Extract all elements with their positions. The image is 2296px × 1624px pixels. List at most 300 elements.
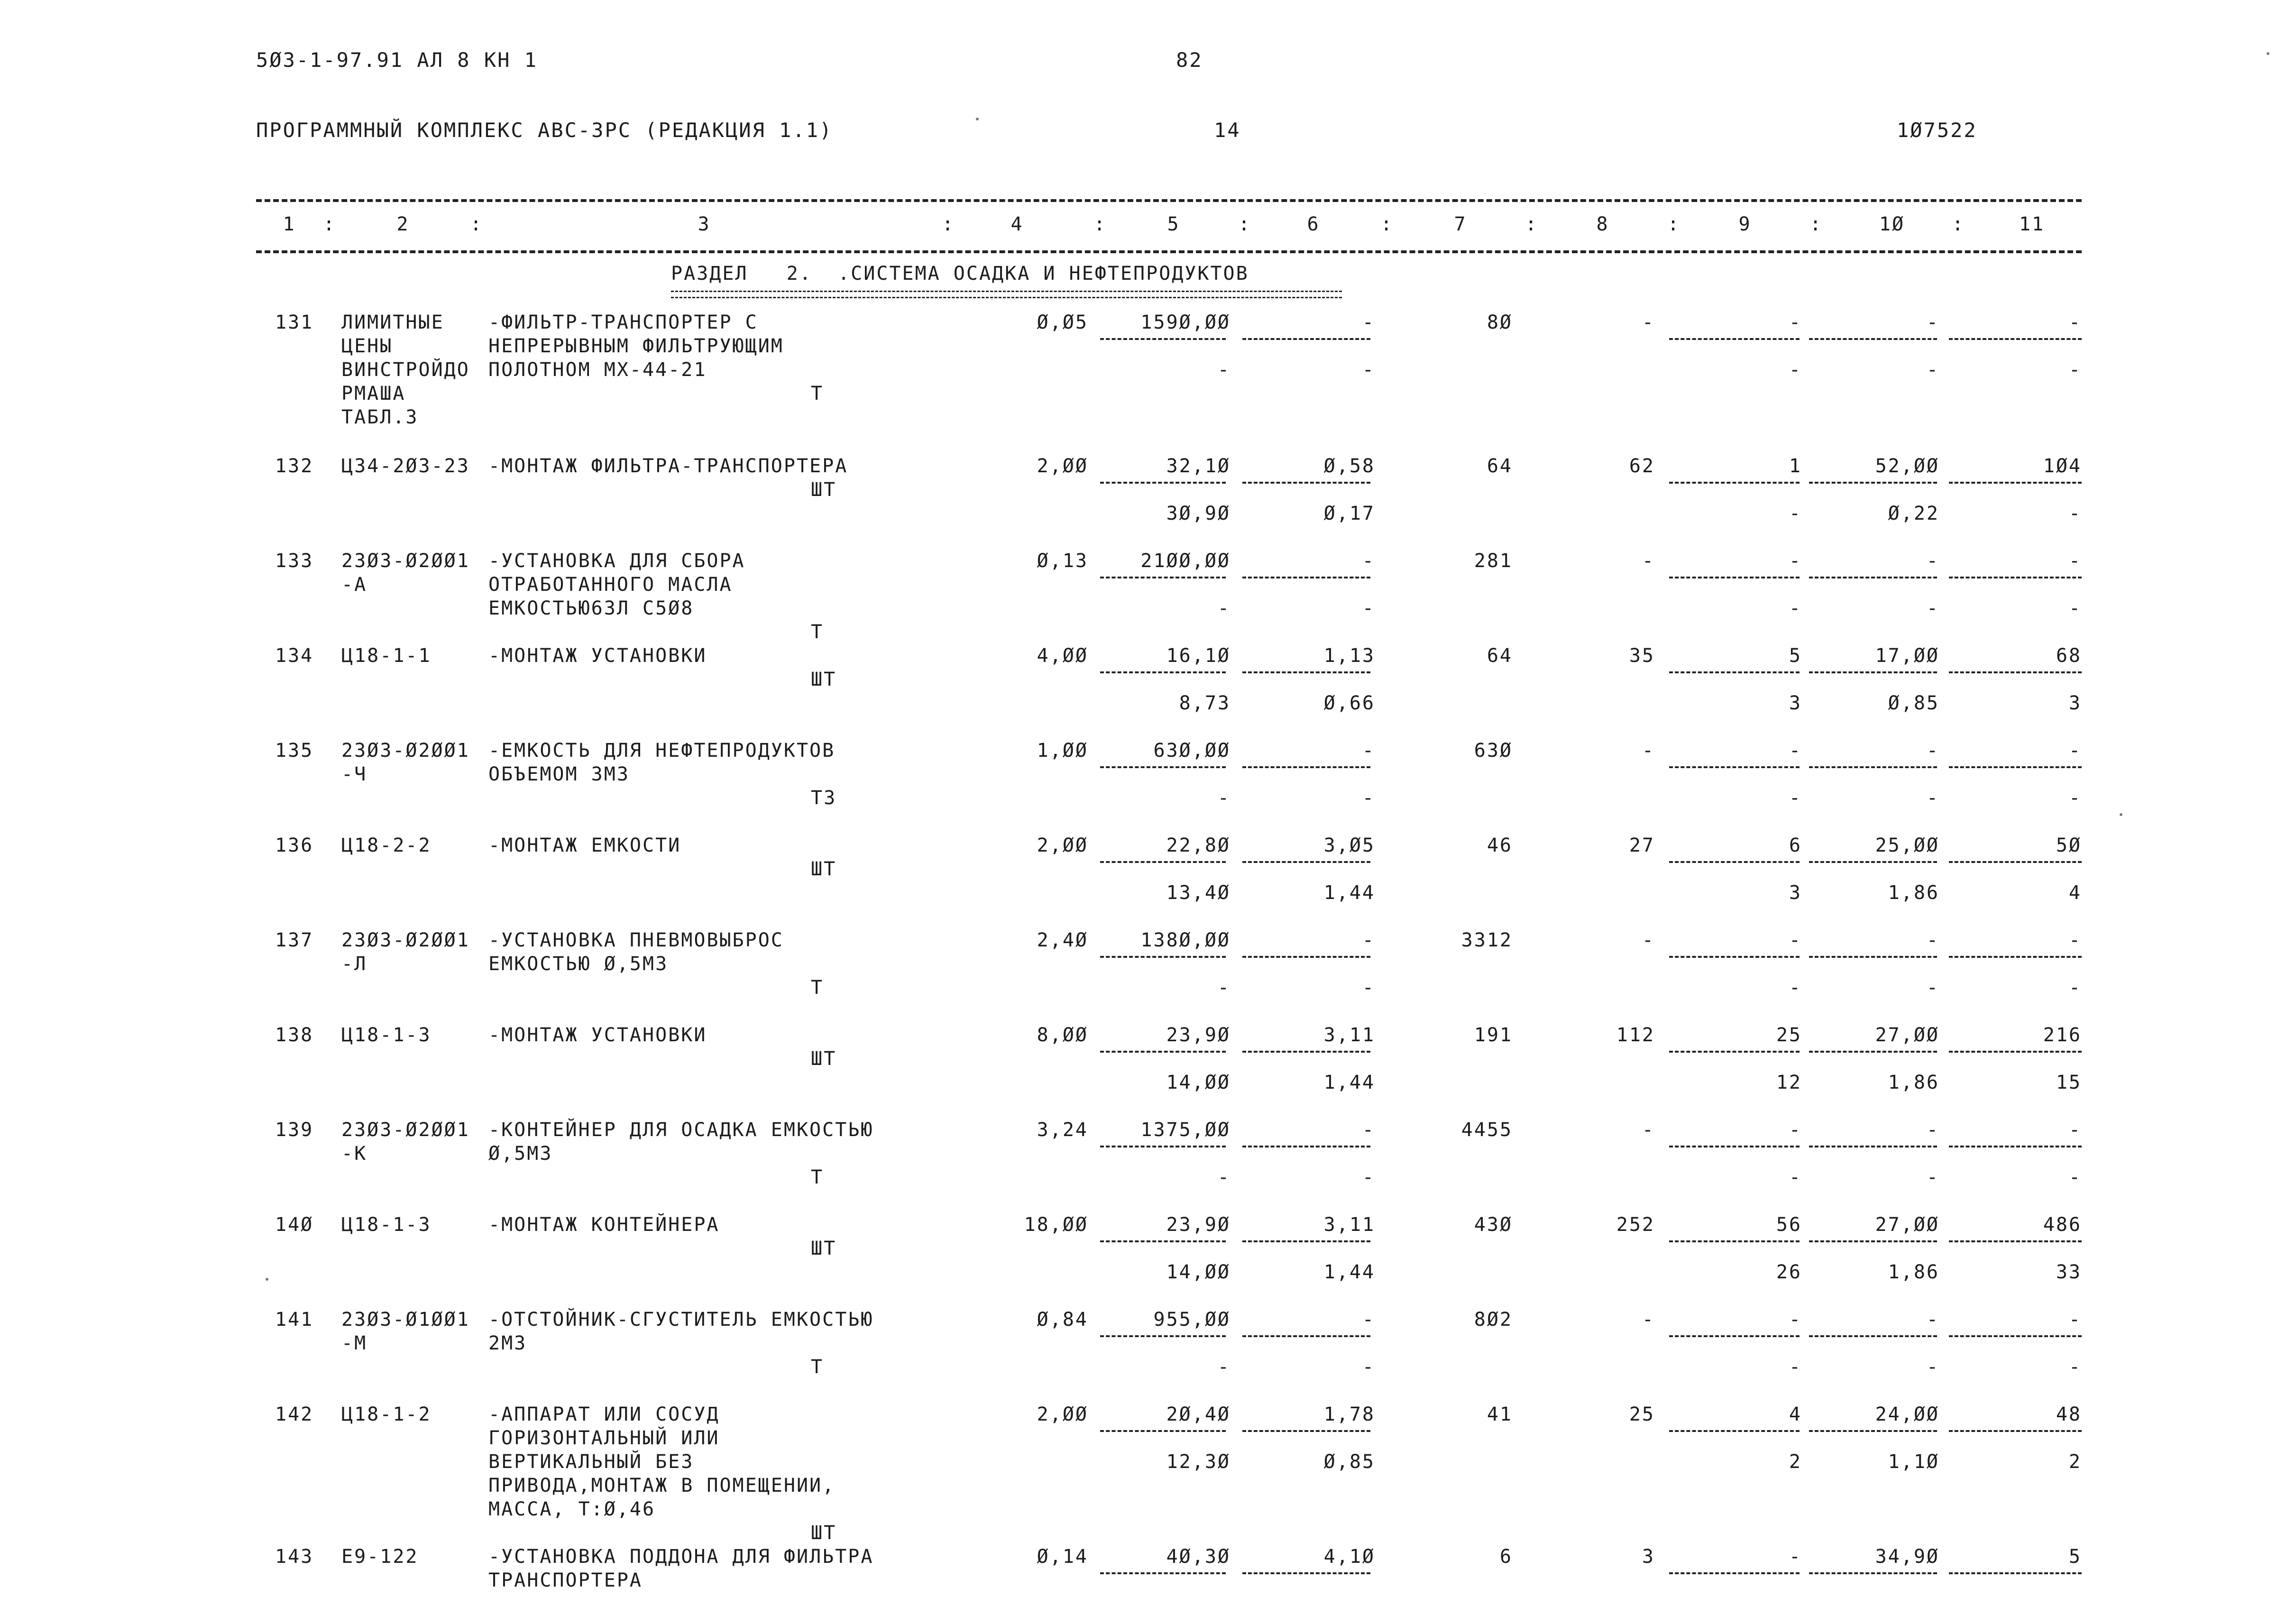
subtotal-rule: [1100, 766, 1226, 768]
column-number-1Ø: 1Ø: [1879, 213, 1905, 235]
unit-cost-cell: 63Ø,ØØ: [1153, 740, 1231, 762]
unit-cost-lower-cell: -: [1217, 359, 1231, 381]
row-number: 138: [275, 1024, 314, 1046]
total-wage-cell: -: [1642, 550, 1655, 572]
subtotal-rule: [1669, 338, 1800, 340]
work-description: ГОРИЗОНТАЛЬНЫЙ ИЛИ: [488, 1427, 720, 1449]
machines-cell: 6: [1789, 835, 1802, 856]
unit-cost-cell: 22,8Ø: [1166, 835, 1231, 856]
quantity-cell: Ø,84: [1037, 1309, 1088, 1330]
wage-lower-cell: 1,44: [1323, 882, 1375, 904]
subtotal-rule: [1242, 1335, 1370, 1337]
price-code: Ц18-1-2: [341, 1404, 432, 1425]
work-description: ЕМКОСТЬЮ63Л С5Ø8: [488, 597, 694, 619]
subtotal-rule: [1949, 1335, 2082, 1337]
total-wage-cell: -: [1642, 740, 1655, 762]
subtotal-rule: [1949, 1240, 2082, 1242]
subtotal-rule: [1809, 861, 1937, 863]
column-separator: :: [942, 213, 955, 235]
wage-cell: Ø,58: [1323, 455, 1375, 477]
labor-cell: -: [1926, 929, 1939, 951]
price-code: ТАБЛ.3: [341, 406, 419, 428]
column-separator: :: [323, 213, 336, 235]
program-title: ПРОГРАММНЫЙ КОМПЛЕКС АВС-3РС (РЕДАКЦИЯ 1.1): [256, 119, 833, 142]
subtotal-rule: [1242, 1146, 1370, 1147]
labor-cell: 24,ØØ: [1875, 1404, 1939, 1425]
total-wage-cell: 112: [1616, 1024, 1655, 1046]
labor-lower-cell: 1,86: [1888, 1072, 1939, 1093]
subtotal-rule: [1809, 1051, 1937, 1053]
wage-lower-cell: -: [1362, 359, 1375, 381]
wage-lower-cell: Ø,66: [1323, 692, 1375, 714]
price-code: РМАША: [341, 383, 406, 404]
total-labor-cell: 486: [2043, 1214, 2082, 1236]
total-cost-cell: 41: [1487, 1404, 1513, 1425]
wage-lower-cell: Ø,17: [1323, 503, 1375, 524]
total-labor-cell: -: [2068, 312, 2082, 333]
machines-lower-cell: -: [1789, 1356, 1802, 1378]
price-code: 23Ø3-Ø2ØØ1: [341, 929, 470, 951]
wage-lower-cell: Ø,85: [1323, 1451, 1375, 1473]
row-number: 132: [275, 455, 314, 477]
work-description: -МОНТАЖ УСТАНОВКИ: [488, 645, 707, 667]
work-description: -ЕМКОСТЬ ДЛЯ НЕФТЕПРОДУКТОВ: [488, 740, 836, 762]
subtotal-rule: [1100, 1572, 1226, 1574]
total-cost-cell: 4455: [1461, 1119, 1513, 1141]
machines-cell: 5: [1789, 645, 1802, 667]
subtotal-rule: [1669, 1335, 1800, 1337]
machines-cell: -: [1789, 550, 1802, 572]
total-cost-cell: 191: [1474, 1024, 1513, 1046]
header-bottom-rule: [256, 250, 2082, 253]
machines-cell: -: [1789, 740, 1802, 762]
unit-cost-cell: 23,9Ø: [1166, 1214, 1231, 1236]
labor-cell: -: [1926, 312, 1939, 333]
row-number: 142: [275, 1404, 314, 1425]
work-description: -МОНТАЖ УСТАНОВКИ: [488, 1024, 707, 1046]
subtotal-rule: [1100, 671, 1226, 673]
wage-cell: -: [1362, 550, 1375, 572]
subtotal-rule: [1949, 482, 2082, 484]
row-number: 135: [275, 740, 314, 762]
labor-cell: -: [1926, 1119, 1939, 1141]
unit-cost-cell: 32,1Ø: [1166, 455, 1231, 477]
total-labor-lower-cell: -: [2068, 503, 2082, 524]
wage-cell: -: [1362, 929, 1375, 951]
unit-of-measure: ШТ: [811, 669, 837, 690]
row-number: 14Ø: [275, 1214, 314, 1236]
subtotal-rule: [1100, 1430, 1226, 1432]
machines-lower-cell: -: [1789, 503, 1802, 524]
work-description: МАССА, Т:Ø,46: [488, 1498, 656, 1520]
subtotal-rule: [1949, 1430, 2082, 1432]
machines-cell: 4: [1789, 1404, 1802, 1425]
wage-cell: 3,Ø5: [1323, 835, 1375, 856]
row-number: 143: [275, 1546, 314, 1568]
quantity-cell: Ø,Ø5: [1037, 312, 1088, 333]
row-number: 133: [275, 550, 314, 572]
subtotal-rule: [1949, 1051, 2082, 1053]
machines-lower-cell: -: [1789, 597, 1802, 619]
subtotal-rule: [1669, 1051, 1800, 1053]
subtotal-rule: [1669, 1146, 1800, 1147]
machines-cell: 1: [1789, 455, 1802, 477]
total-wage-cell: 35: [1629, 645, 1655, 667]
subtotal-rule: [1669, 1572, 1800, 1574]
quantity-cell: 18,ØØ: [1024, 1214, 1088, 1236]
labor-lower-cell: Ø,22: [1888, 503, 1939, 524]
unit-of-measure: ШТ: [811, 1522, 837, 1544]
wage-cell: -: [1362, 1119, 1375, 1141]
subtotal-rule: [1949, 577, 2082, 578]
subtotal-rule: [1809, 956, 1937, 958]
work-description: ЕМКОСТЬЮ Ø,5М3: [488, 953, 669, 975]
total-cost-cell: 281: [1474, 550, 1513, 572]
subtotal-rule: [1809, 1335, 1937, 1337]
machines-lower-cell: 3: [1789, 692, 1802, 714]
unit-cost-cell: 16,1Ø: [1166, 645, 1231, 667]
total-labor-lower-cell: -: [2068, 977, 2082, 999]
wage-lower-cell: -: [1362, 1166, 1375, 1188]
quantity-cell: 2,ØØ: [1037, 455, 1088, 477]
column-separator: :: [1952, 213, 1965, 235]
labor-lower-cell: -: [1926, 359, 1939, 381]
wage-lower-cell: 1,44: [1323, 1261, 1375, 1283]
unit-cost-cell: 23,9Ø: [1166, 1024, 1231, 1046]
total-labor-lower-cell: -: [2068, 1356, 2082, 1378]
unit-cost-cell: 4Ø,3Ø: [1166, 1546, 1231, 1568]
machines-cell: 25: [1776, 1024, 1802, 1046]
total-labor-cell: 5Ø: [2056, 835, 2082, 856]
labor-cell: 34,9Ø: [1875, 1546, 1939, 1568]
unit-cost-cell: 21ØØ,ØØ: [1140, 550, 1231, 572]
unit-cost-lower-cell: 14,ØØ: [1166, 1072, 1231, 1093]
column-number-5: 5: [1167, 213, 1180, 235]
scan-speck: [976, 118, 979, 120]
work-description: НЕПРЕРЫВНЫМ ФИЛЬТРУЮЩИМ: [488, 335, 784, 357]
column-number-8: 8: [1596, 213, 1609, 235]
price-code: 23Ø3-Ø2ØØ1: [341, 740, 470, 762]
price-code: Ц18-1-3: [341, 1024, 432, 1046]
work-description: Ø,5М3: [488, 1143, 553, 1165]
subtotal-rule: [1669, 577, 1800, 578]
sheet-number: 14: [1214, 119, 1241, 142]
labor-lower-cell: -: [1926, 1166, 1939, 1188]
total-labor-lower-cell: -: [2068, 1166, 2082, 1188]
subtotal-rule: [1949, 766, 2082, 768]
machines-lower-cell: -: [1789, 977, 1802, 999]
machines-lower-cell: 3: [1789, 882, 1802, 904]
machines-lower-cell: -: [1789, 1166, 1802, 1188]
total-labor-lower-cell: 15: [2056, 1072, 2082, 1093]
labor-lower-cell: Ø,85: [1888, 692, 1939, 714]
total-cost-cell: 64: [1487, 455, 1513, 477]
machines-lower-cell: 2: [1789, 1451, 1802, 1473]
section-title: РАЗДЕЛ 2. .СИСТЕМА ОСАДКА И НЕФТЕПРОДУКТОВ: [671, 263, 1249, 284]
unit-cost-lower-cell: -: [1217, 787, 1231, 809]
price-code: Е9-122: [341, 1546, 419, 1568]
work-description: -ФИЛЬТР-ТРАНСПОРТЕР С: [488, 312, 758, 333]
wage-lower-cell: -: [1362, 787, 1375, 809]
price-code: Ц34-2Ø3-23: [341, 455, 470, 477]
price-code: -А: [341, 574, 367, 596]
unit-cost-cell: 2Ø,4Ø: [1166, 1404, 1231, 1425]
price-code: Ц18-2-2: [341, 835, 432, 856]
unit-cost-lower-cell: 14,ØØ: [1166, 1261, 1231, 1283]
wage-cell: 1,13: [1323, 645, 1375, 667]
subtotal-rule: [1242, 338, 1370, 340]
subtotal-rule: [1949, 956, 2082, 958]
work-description: -ОТСТОЙНИК-СГУСТИТЕЛЬ ЕМКОСТЬЮ: [488, 1309, 874, 1330]
total-labor-lower-cell: 2: [2068, 1451, 2082, 1473]
unit-cost-lower-cell: 8,73: [1179, 692, 1231, 714]
price-code: -Ч: [341, 763, 367, 785]
total-wage-cell: -: [1642, 312, 1655, 333]
section-title-underline: [671, 291, 1342, 298]
column-number-7: 7: [1454, 213, 1467, 235]
total-labor-cell: 1Ø4: [2043, 455, 2082, 477]
total-labor-cell: 216: [2043, 1024, 2082, 1046]
column-separator: :: [1525, 213, 1538, 235]
subtotal-rule: [1669, 1240, 1800, 1242]
unit-cost-lower-cell: -: [1217, 1166, 1231, 1188]
machines-cell: -: [1789, 1119, 1802, 1141]
work-description: -МОНТАЖ ЕМКОСТИ: [488, 835, 681, 856]
total-wage-cell: -: [1642, 1119, 1655, 1141]
column-separator: :: [470, 213, 483, 235]
subtotal-rule: [1100, 482, 1226, 484]
labor-cell: -: [1926, 1309, 1939, 1330]
column-number-9: 9: [1738, 213, 1752, 235]
unit-cost-lower-cell: 3Ø,9Ø: [1166, 503, 1231, 524]
labor-cell: 17,ØØ: [1875, 645, 1939, 667]
price-code: -Л: [341, 953, 367, 975]
subtotal-rule: [1669, 956, 1800, 958]
header-top-rule: [256, 199, 2082, 202]
unit-cost-lower-cell: 12,3Ø: [1166, 1451, 1231, 1473]
labor-cell: -: [1926, 740, 1939, 762]
work-description: ОБЪЕМОМ 3М3: [488, 763, 630, 785]
total-labor-cell: 5: [2068, 1546, 2082, 1568]
unit-of-measure: Т: [811, 383, 824, 404]
price-code: -М: [341, 1332, 367, 1354]
quantity-cell: 1,ØØ: [1037, 740, 1088, 762]
work-description: ОТРАБОТАННОГО МАСЛА: [488, 574, 733, 596]
subtotal-rule: [1242, 671, 1370, 673]
work-description: -МОНТАЖ ФИЛЬТРА-ТРАНСПОРТЕРА: [488, 455, 848, 477]
labor-lower-cell: -: [1926, 1356, 1939, 1378]
subtotal-rule: [1809, 338, 1937, 340]
column-separator: :: [1380, 213, 1394, 235]
total-cost-cell: 3312: [1461, 929, 1513, 951]
work-description: ПОЛОТНОМ МХ-44-21: [488, 359, 707, 381]
labor-lower-cell: -: [1926, 977, 1939, 999]
quantity-cell: 3,24: [1037, 1119, 1088, 1141]
subtotal-rule: [1809, 1146, 1937, 1147]
work-description: ПРИВОДА,МОНТАЖ В ПОМЕЩЕНИИ,: [488, 1475, 836, 1496]
subtotal-rule: [1669, 1430, 1800, 1432]
quantity-cell: 2,4Ø: [1037, 929, 1088, 951]
work-description: -АППАРАТ ИЛИ СОСУД: [488, 1404, 720, 1425]
total-labor-lower-cell: 4: [2068, 882, 2082, 904]
subtotal-rule: [1242, 482, 1370, 484]
work-description: ВЕРТИКАЛЬНЫЙ БЕЗ: [488, 1451, 694, 1473]
machines-cell: -: [1789, 312, 1802, 333]
unit-cost-lower-cell: 13,4Ø: [1166, 882, 1231, 904]
total-cost-cell: 8Ø: [1487, 312, 1513, 333]
row-number: 134: [275, 645, 314, 667]
wage-cell: 3,11: [1323, 1024, 1375, 1046]
labor-cell: -: [1926, 550, 1939, 572]
subtotal-rule: [1100, 338, 1226, 340]
price-code: Ц18-1-3: [341, 1214, 432, 1236]
total-labor-cell: -: [2068, 1119, 2082, 1141]
subtotal-rule: [1949, 671, 2082, 673]
labor-cell: 52,ØØ: [1875, 455, 1939, 477]
total-labor-lower-cell: -: [2068, 787, 2082, 809]
unit-cost-cell: 955,ØØ: [1153, 1309, 1231, 1330]
subtotal-rule: [1100, 861, 1226, 863]
quantity-cell: 4,ØØ: [1037, 645, 1088, 667]
work-description: -УСТАНОВКА ПОДДОНА ДЛЯ ФИЛЬТРА: [488, 1546, 874, 1568]
labor-lower-cell: 1,86: [1888, 1261, 1939, 1283]
total-cost-cell: 64: [1487, 645, 1513, 667]
doc-code: 5Ø3-1-97.91 АЛ 8 КН 1: [256, 48, 538, 72]
subtotal-rule: [1100, 1146, 1226, 1147]
subtotal-rule: [1242, 956, 1370, 958]
row-number: 141: [275, 1309, 314, 1330]
unit-cost-lower-cell: -: [1217, 977, 1231, 999]
subtotal-rule: [1100, 956, 1226, 958]
labor-cell: 27,ØØ: [1875, 1024, 1939, 1046]
row-number: 131: [275, 312, 314, 333]
subtotal-rule: [1100, 1335, 1226, 1337]
row-number: 137: [275, 929, 314, 951]
wage-cell: -: [1362, 1309, 1375, 1330]
labor-cell: 27,ØØ: [1875, 1214, 1939, 1236]
unit-cost-cell: 138Ø,ØØ: [1140, 929, 1231, 951]
total-labor-cell: -: [2068, 929, 2082, 951]
machines-lower-cell: 12: [1776, 1072, 1802, 1093]
wage-lower-cell: -: [1362, 977, 1375, 999]
subtotal-rule: [1242, 1240, 1370, 1242]
column-number-1: 1: [283, 213, 296, 235]
machines-cell: -: [1789, 1309, 1802, 1330]
wage-cell: -: [1362, 740, 1375, 762]
total-labor-cell: -: [2068, 550, 2082, 572]
work-description: 2М3: [488, 1332, 527, 1354]
price-code: 23Ø3-Ø2ØØ1: [341, 1119, 470, 1141]
subtotal-rule: [1809, 577, 1937, 578]
unit-cost-lower-cell: -: [1217, 597, 1231, 619]
column-separator: :: [1093, 213, 1107, 235]
subtotal-rule: [1100, 577, 1226, 578]
column-separator: :: [1809, 213, 1823, 235]
machines-lower-cell: 26: [1776, 1261, 1802, 1283]
machines-cell: -: [1789, 929, 1802, 951]
column-number-11: 11: [2019, 213, 2045, 235]
labor-lower-cell: 1,86: [1888, 882, 1939, 904]
subtotal-rule: [1242, 1051, 1370, 1053]
wage-lower-cell: -: [1362, 597, 1375, 619]
wage-cell: 4,1Ø: [1323, 1546, 1375, 1568]
wage-cell: 1,78: [1323, 1404, 1375, 1425]
total-labor-lower-cell: 3: [2068, 692, 2082, 714]
subtotal-rule: [1809, 671, 1937, 673]
scan-speck: [2267, 52, 2269, 55]
price-code: ЛИМИТНЫЕ: [341, 312, 444, 333]
subtotal-rule: [1669, 482, 1800, 484]
subtotal-rule: [1809, 766, 1937, 768]
subtotal-rule: [1669, 861, 1800, 863]
total-labor-lower-cell: 33: [2056, 1261, 2082, 1283]
unit-of-measure: ШТ: [811, 858, 837, 880]
work-description: ТРАНСПОРТЕРА: [488, 1569, 643, 1591]
machines-lower-cell: -: [1789, 787, 1802, 809]
total-wage-cell: -: [1642, 929, 1655, 951]
scan-speck: [266, 1278, 268, 1281]
subtotal-rule: [1809, 1572, 1937, 1574]
unit-of-measure: ШТ: [811, 479, 837, 501]
column-separator: :: [1238, 213, 1251, 235]
unit-of-measure: Т: [811, 1166, 824, 1188]
subtotal-rule: [1242, 861, 1370, 863]
total-wage-cell: 25: [1629, 1404, 1655, 1425]
subtotal-rule: [1242, 1572, 1370, 1574]
page-number: 82: [1176, 48, 1203, 72]
document-id: 1Ø7522: [1897, 119, 1977, 142]
subtotal-rule: [1242, 577, 1370, 578]
total-labor-lower-cell: -: [2068, 597, 2082, 619]
work-description: -КОНТЕЙНЕР ДЛЯ ОСАДКА ЕМКОСТЬЮ: [488, 1119, 874, 1141]
subtotal-rule: [1242, 766, 1370, 768]
unit-of-measure: ШТ: [811, 1238, 837, 1259]
work-description: -МОНТАЖ КОНТЕЙНЕРА: [488, 1214, 720, 1236]
price-code: ЦЕНЫ: [341, 335, 393, 357]
wage-lower-cell: 1,44: [1323, 1072, 1375, 1093]
column-number-3: 3: [698, 213, 711, 235]
wage-lower-cell: -: [1362, 1356, 1375, 1378]
total-cost-cell: 46: [1487, 835, 1513, 856]
price-code: 23Ø3-Ø2ØØ1: [341, 550, 470, 572]
labor-cell: 25,ØØ: [1875, 835, 1939, 856]
total-wage-cell: 252: [1616, 1214, 1655, 1236]
total-labor-cell: 68: [2056, 645, 2082, 667]
price-code: -К: [341, 1143, 367, 1165]
subtotal-rule: [1809, 1240, 1937, 1242]
unit-cost-cell: 1375,ØØ: [1140, 1119, 1231, 1141]
quantity-cell: 2,ØØ: [1037, 835, 1088, 856]
total-labor-cell: -: [2068, 1309, 2082, 1330]
row-number: 136: [275, 835, 314, 856]
price-code: Ц18-1-1: [341, 645, 432, 667]
price-code: ВИНСТРОЙДО: [341, 359, 470, 381]
total-cost-cell: 43Ø: [1474, 1214, 1513, 1236]
column-number-4: 4: [1010, 213, 1024, 235]
quantity-cell: 8,ØØ: [1037, 1024, 1088, 1046]
unit-of-measure: Т: [811, 1356, 824, 1378]
quantity-cell: Ø,14: [1037, 1546, 1088, 1568]
quantity-cell: Ø,13: [1037, 550, 1088, 572]
total-wage-cell: 3: [1642, 1546, 1655, 1568]
unit-cost-lower-cell: -: [1217, 1356, 1231, 1378]
total-labor-cell: -: [2068, 740, 2082, 762]
subtotal-rule: [1949, 1572, 2082, 1574]
unit-of-measure: Т3: [811, 787, 837, 809]
wage-cell: -: [1362, 312, 1375, 333]
unit-of-measure: Т: [811, 621, 824, 643]
subtotal-rule: [1809, 482, 1937, 484]
